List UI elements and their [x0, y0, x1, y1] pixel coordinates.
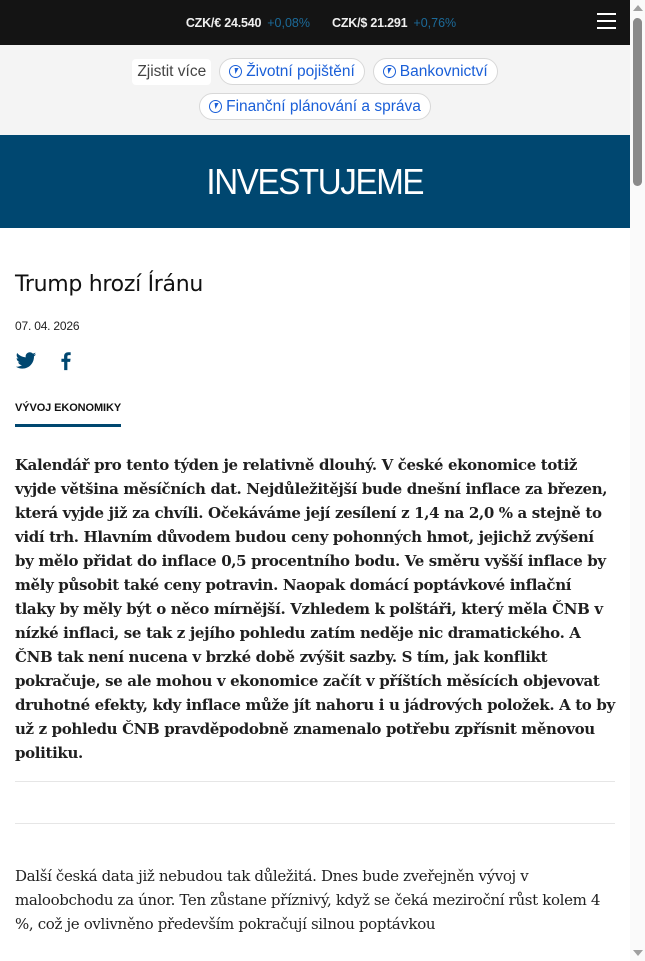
chip-row-1 — [0, 58, 630, 85]
chip-bankovnictvi[interactable] — [373, 58, 498, 85]
topic-chips-section — [0, 45, 630, 135]
scrollbar-thumb[interactable] — [633, 18, 642, 186]
lightning-bolt-icon — [209, 100, 222, 113]
chip-row-2 — [0, 93, 630, 120]
brand-banner — [0, 135, 630, 228]
rate-usd-change: +0,76% — [413, 15, 457, 30]
article-paragraph: Další česká data již nebudou tak důležitá. Dnes bude zveřejněn vývoj v maloobchodu za únor. Ten zůstane příznivý, když se čeká meziroční růst kolem 4 %, což je ovlivněno především pokračují silnou poptávkou — [15, 867, 601, 933]
chip-label: Bankovnictví — [399, 62, 488, 80]
rate-usd — [332, 16, 456, 30]
lightning-bolt-icon — [229, 65, 242, 78]
divider — [15, 823, 615, 824]
scroll-up-arrow-icon[interactable] — [633, 5, 643, 11]
divider — [15, 781, 615, 782]
currency-ticker-bar — [0, 0, 630, 45]
scroll-down-arrow-icon[interactable] — [633, 950, 643, 956]
chip-label: Finanční plánování a správa — [226, 97, 421, 115]
article — [0, 272, 630, 936]
site-logo[interactable]: INVESTUJEME — [206, 160, 424, 202]
rate-usd-value: CZK/$ 21.291 — [332, 15, 408, 30]
chip-financni-planovani[interactable] — [199, 93, 431, 120]
twitter-icon[interactable] — [15, 350, 37, 372]
article-title: Trump hrozí Íránu — [15, 272, 204, 297]
page-scrollbar[interactable] — [630, 0, 645, 961]
article-lead-paragraph: Kalendář pro tento týden je relativně dlouhý. V české ekonomice totiž vyjde většina měsíčních dat. Nejdůležitější bude dnešní inflace za březen, která vyjde již za chvíli. Očekáváme její zesílení z 1,4 na 2,0 % a stejně to vidí trh. Hlavním důvodem budou ceny pohonných hmot, jejichž zvýšení by mělo přidat do inflace 0,5 procentního bodu. Ve směru vyšší inflace by měly působit také ceny potravin. Naopak domácí poptávkové inflační tlaky by měly být o něco mírnější. Vzhledem k polštáři, který měla ČNB v nízké inflaci, se tak z jejího pohledu zatím neděje nic dramatického. A ČNB tak není nucena v brzké době zvýšit sazby. S tím, jak konflikt pokračuje, se ale mohou v ekonomice začít v příštích měsících objevovat druhotné efekty, kdy inflace může jít nahoru i u jádrových položek. A to by už z pohledu ČNB pravděpodobně znamenalo potřebu zpřísnit měnovou politiku. — [15, 456, 615, 762]
hamburger-menu-icon[interactable] — [597, 13, 616, 31]
facebook-icon[interactable] — [55, 350, 77, 372]
lightning-bolt-icon — [383, 65, 396, 78]
rate-eur — [186, 16, 310, 30]
currency-rates — [186, 16, 456, 30]
rate-eur-value: CZK/€ 24.540 — [185, 15, 262, 30]
article-category-tag[interactable]: VÝVOJ EKONOMIKY — [15, 402, 121, 427]
article-date: 07. 04. 2026 — [15, 319, 80, 333]
chips-label: Zjistit více — [132, 59, 211, 85]
share-buttons — [15, 350, 615, 372]
rate-eur-change: +0,08% — [267, 15, 310, 30]
chip-label: Životní pojištění — [246, 62, 355, 80]
chip-zivotni-pojisteni[interactable] — [219, 58, 365, 85]
